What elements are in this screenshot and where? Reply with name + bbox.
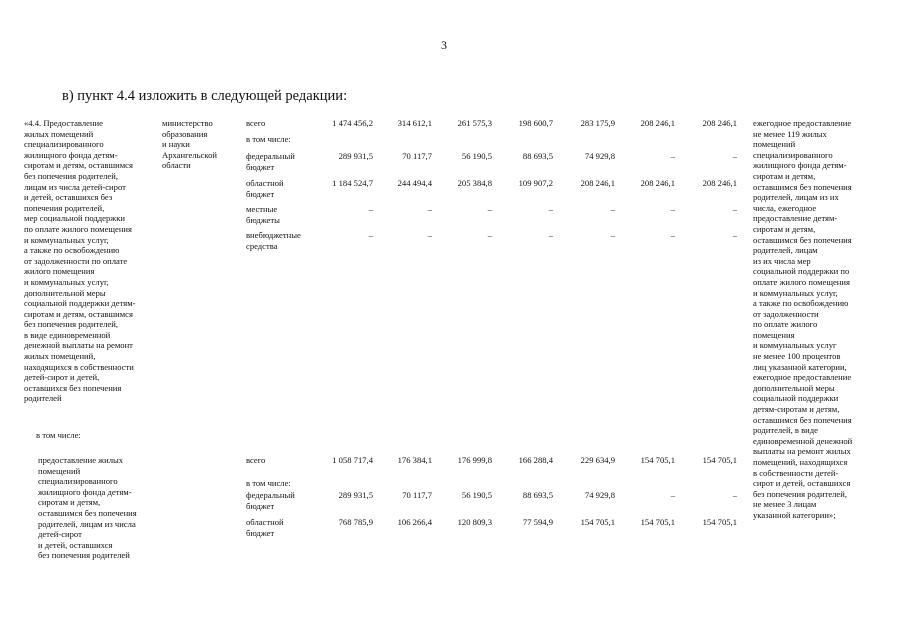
subitem-text-line: специализированного	[38, 476, 118, 487]
housing-funding-cell: –	[670, 490, 675, 500]
total-funding-cell: –	[670, 151, 675, 161]
total-funding-cell: –	[368, 230, 373, 240]
result-text-line: оставшимся без попечения	[753, 414, 852, 425]
result-text-line: родителей, в виде	[753, 425, 818, 436]
result-text-line: сирот и детей, оставшихся	[753, 478, 851, 489]
total-funding-cell: 289 931,5	[338, 151, 373, 161]
housing-funding-cell: 229 634,9	[580, 455, 615, 465]
total-funding-cell: 244 494,4	[397, 178, 432, 188]
source-label-line: внебюджетные	[246, 230, 301, 240]
result-text-line: по оплате жилого	[753, 319, 818, 330]
total-funding-cell: –	[732, 230, 737, 240]
result-text-line: ежегодное предоставление	[753, 118, 852, 128]
result-text-line: социальной поддержки по	[753, 266, 850, 277]
total-funding-cell: 208 246,1	[640, 178, 675, 188]
item-text-line: детей-сирот и детей,	[24, 372, 100, 383]
subheading-including: в том числе:	[36, 430, 81, 440]
result-text-line: родителей, лицам из их	[753, 192, 839, 203]
result-text-line: детям-сиротам и детям,	[753, 404, 840, 415]
source-label-line: бюджет	[246, 188, 275, 199]
total-funding-source-label	[246, 151, 295, 172]
housing-funding-cell: 176 384,1	[397, 455, 432, 465]
item-text-line: социальной поддержки детям-	[24, 298, 136, 309]
subitem-text-line: и детей, оставшихся	[38, 539, 113, 550]
item-text-line: жилых помещений	[24, 128, 94, 139]
subitem-text-line: детей-сирот	[38, 529, 82, 540]
item-text-line: оставшихся без попечения	[24, 382, 122, 393]
source-label-line: бюджет	[246, 527, 275, 538]
total-funding-cell: –	[427, 204, 432, 214]
result-text-line: не менее 119 жилых	[753, 128, 827, 139]
source-label-line: местные	[246, 204, 278, 214]
item-text-line: родителей	[24, 393, 62, 404]
item-text-line: и коммунальных услуг,	[24, 234, 109, 245]
item-text-line: мер социальной поддержки	[24, 213, 125, 224]
total-funding-cell: 74 929,8	[584, 151, 615, 161]
total-funding-cell: 314 612,1	[397, 118, 432, 128]
result-text-line: без попечения родителей,	[753, 488, 847, 499]
result-text-line: указанной категории»;	[753, 509, 836, 520]
total-funding-cell: 205 384,8	[457, 178, 492, 188]
housing-funding-cell: 768 785,9	[338, 517, 373, 527]
executor-text-line: и науки	[162, 139, 190, 150]
housing-funding-cell: 154 705,1	[702, 517, 737, 527]
housing-funding-cell: 176 999,8	[457, 455, 492, 465]
result-text-line: дополнительной меры	[753, 382, 835, 393]
expected-results	[753, 118, 852, 521]
total-funding-cell: –	[548, 230, 553, 240]
housing-funding-cell: 88 693,5	[522, 490, 553, 500]
item-text-line: жилищного фонда детям-	[24, 149, 118, 160]
total-funding-cell: 70 117,7	[402, 151, 432, 161]
total-funding-source-label	[246, 204, 280, 225]
executor-text-line: образования	[162, 128, 208, 139]
result-text-line: специализированного	[753, 149, 833, 160]
total-funding-cell: 198 600,7	[518, 118, 553, 128]
result-text-line: от задолженности	[753, 308, 819, 319]
housing-funding-source-label	[246, 478, 291, 489]
housing-funding-source-label	[246, 455, 265, 466]
source-label-line: бюджет	[246, 161, 275, 172]
item-text-line: сиротам и детям, оставшимся	[24, 160, 133, 171]
total-funding-source-label	[246, 178, 284, 199]
total-funding-cell: 109 907,2	[518, 178, 553, 188]
housing-funding-cell: 154 705,1	[580, 517, 615, 527]
total-funding-cell: –	[487, 204, 492, 214]
subitem-text-line: без попечения родителей	[38, 550, 130, 561]
source-label-line: областной	[246, 178, 284, 188]
result-text-line: не менее 100 процентов	[753, 351, 841, 362]
total-funding-cell: 56 190,5	[461, 151, 492, 161]
result-text-line: родителей, лицам	[753, 245, 818, 256]
result-text-line: сиротам и детям,	[753, 170, 816, 181]
subitem-text-line: оставшимся без попечения	[38, 507, 137, 518]
result-text-line: сиротам и детям,	[753, 223, 816, 234]
item-text-line: от задолженности по оплате	[24, 255, 128, 266]
result-text-line: и коммунальных услуг	[753, 340, 837, 351]
housing-funding-cell: 120 809,3	[457, 517, 492, 527]
total-funding-source-label	[246, 230, 301, 251]
source-label-line: областной	[246, 517, 284, 527]
item-text-line: без попечения родителей,	[24, 319, 118, 330]
total-funding-cell: 283 175,9	[580, 118, 615, 128]
result-text-line: лиц указанной категории,	[753, 361, 847, 372]
result-text-line: помещений, находящихся	[753, 457, 848, 467]
item-text-line: по оплате жилого помещения	[24, 223, 132, 234]
item-text-line: без попечения родителей,	[24, 170, 118, 181]
housing-funding-source-label	[246, 490, 295, 511]
housing-funding-cell: 154 705,1	[640, 517, 675, 527]
item-text-line: лицам из числа детей-сирот	[24, 181, 126, 192]
housing-funding-cell: 77 594,9	[522, 517, 553, 527]
housing-funding-cell: 154 705,1	[702, 455, 737, 465]
item-text-line: жилых помещений,	[24, 351, 96, 362]
total-funding-cell: 261 575,3	[457, 118, 492, 128]
total-funding-cell: 208 246,1	[580, 178, 615, 188]
item-description	[24, 118, 136, 404]
result-text-line: и коммунальных услуг,	[753, 287, 838, 298]
total-funding-source-label	[246, 134, 291, 145]
item-text-line: «4.4. Предоставление	[24, 118, 103, 128]
source-label-line: бюджеты	[246, 214, 280, 225]
housing-funding-source-label	[246, 517, 284, 538]
result-text-line: а также по освобождению	[753, 298, 849, 309]
total-funding-cell: –	[732, 151, 737, 161]
item-text-line: жилого помещения	[24, 266, 95, 277]
item-text-line: находящихся в собственности	[24, 361, 134, 372]
total-funding-cell: –	[610, 204, 615, 214]
source-label-line: всего	[246, 118, 266, 128]
total-funding-cell: 88 693,5	[522, 151, 553, 161]
subitem-description	[38, 455, 137, 561]
total-funding-cell: 208 246,1	[702, 178, 737, 188]
executor-text-line: области	[162, 160, 191, 171]
source-label-line: в том числе:	[246, 134, 291, 144]
total-funding-cell: –	[487, 230, 492, 240]
housing-funding-cell: 1 058 717,4	[332, 455, 373, 465]
result-text-line: оплате жилого помещения	[753, 276, 850, 287]
result-text-line: числа, ежегодное	[753, 202, 817, 213]
subitem-text-line: помещений	[38, 465, 81, 476]
total-funding-source-label	[246, 118, 265, 129]
subitem-text-line: сиротам и детям,	[38, 497, 101, 508]
result-text-line: жилищного фонда детям-	[753, 160, 847, 171]
total-funding-cell: 1 474 456,2	[332, 118, 373, 128]
source-label-line: федеральный	[246, 490, 295, 500]
executor-column	[162, 118, 217, 171]
result-text-line: социальной поддержки	[753, 393, 839, 404]
total-funding-cell: –	[427, 230, 432, 240]
item-text-line: а также по освобождению	[24, 245, 120, 256]
total-funding-cell: 208 246,1	[702, 118, 737, 128]
subitem-text-line: предоставление жилых	[38, 455, 124, 465]
item-text-line: и коммунальных услуг,	[24, 276, 109, 287]
amendment-heading: в) пункт 4.4 изложить в следующей редакции:	[62, 88, 348, 104]
total-funding-cell: 1 184 524,7	[332, 178, 373, 188]
page-number: 3	[441, 38, 447, 52]
result-text-line: из их числа мер	[753, 255, 811, 266]
result-text-line: предоставление детям-	[753, 213, 838, 224]
source-label-line: федеральный	[246, 151, 295, 161]
item-text-line: и детей, оставшихся без	[24, 192, 113, 203]
total-funding-cell: –	[670, 204, 675, 214]
result-text-line: ежегодное предоставление	[753, 372, 852, 383]
result-text-line: помещений	[753, 139, 796, 150]
item-text-line: дополнительной меры	[24, 287, 106, 298]
executor-text-line: министерство	[162, 118, 213, 128]
total-funding-cell: –	[610, 230, 615, 240]
total-funding-cell: 208 246,1	[640, 118, 675, 128]
housing-funding-cell: –	[732, 490, 737, 500]
result-text-line: помещения	[753, 329, 795, 340]
total-funding-cell: –	[548, 204, 553, 214]
item-text-line: специализированного	[24, 139, 104, 150]
result-text-line: единовременной денежной	[753, 435, 853, 446]
housing-funding-cell: 56 190,5	[461, 490, 492, 500]
housing-funding-cell: 74 929,8	[584, 490, 615, 500]
item-text-line: в виде единовременной	[24, 329, 111, 340]
subitem-text-line: родителей, лицам из числа	[38, 518, 136, 529]
housing-funding-cell: 106 266,4	[397, 517, 432, 527]
result-text-line: выплаты на ремонт жилых	[753, 446, 851, 457]
executor-text-line: Архангельской	[162, 149, 217, 160]
source-label-line: средства	[246, 240, 278, 251]
result-text-line: не менее 3 лицам	[753, 499, 817, 510]
result-text-line: в собственности детей-	[753, 467, 839, 478]
result-text-line: оставшимся без попечения	[753, 181, 852, 192]
result-text-line: оставшимся без попечения	[753, 234, 852, 245]
item-text-line: сиротам и детям, оставшимся	[24, 308, 133, 319]
source-label-line: бюджет	[246, 500, 275, 511]
item-text-line: денежной выплаты на ремонт	[24, 340, 133, 351]
source-label-line: всего	[246, 455, 266, 465]
subitem-text-line: жилищного фонда детям-	[38, 486, 132, 497]
housing-funding-cell: 154 705,1	[640, 455, 675, 465]
total-funding-cell: –	[670, 230, 675, 240]
total-funding-cell: –	[732, 204, 737, 214]
total-funding-cell: –	[368, 204, 373, 214]
housing-funding-cell: 70 117,7	[402, 490, 432, 500]
housing-funding-cell: 289 931,5	[338, 490, 373, 500]
housing-funding-cell: 166 288,4	[518, 455, 553, 465]
source-label-line: в том числе:	[246, 478, 291, 488]
item-text-line: попечения родителей,	[24, 202, 105, 213]
